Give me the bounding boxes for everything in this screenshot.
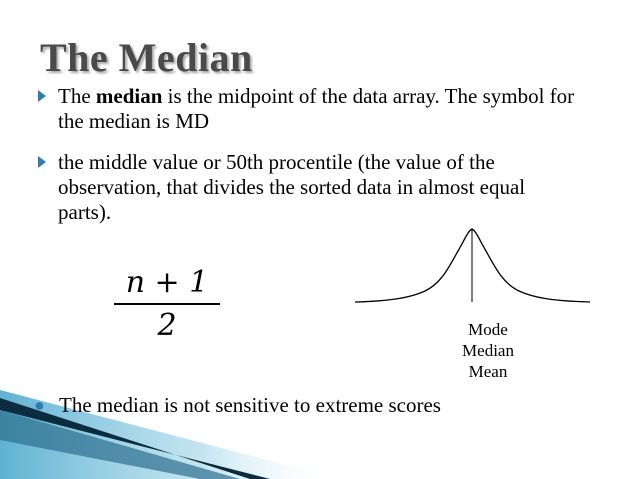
bullet-text: the middle value or 50th procentile (the value of the observation, that divides the sorted data in almost equal parts). [58, 150, 526, 224]
label-median: Median [462, 341, 514, 360]
normal-distribution-curve [350, 225, 595, 310]
curve-labels [448, 319, 528, 382]
bullet-text: The median is the midpoint of the data array. The symbol for the median is MD [58, 84, 575, 133]
triangle-bullet-icon [38, 156, 46, 168]
fraction-bar [114, 303, 220, 305]
bullet-text: The median is not sensitive to extreme scores [59, 393, 441, 417]
label-mean: Mean [468, 362, 508, 381]
bullet-middle-value [38, 150, 578, 225]
formula-numerator: n + 1 [125, 265, 209, 300]
triangle-bullet-icon [38, 90, 46, 102]
bold-term: median [95, 84, 163, 108]
bullet-median-definition [38, 84, 578, 134]
bullet-not-sensitive [34, 393, 594, 418]
slide-title: The Median [40, 35, 253, 80]
label-mode: Mode [468, 320, 508, 339]
dot-bullet-icon: ● [34, 395, 45, 415]
formula-denominator: 2 [157, 308, 177, 343]
median-position-formula [112, 267, 222, 341]
